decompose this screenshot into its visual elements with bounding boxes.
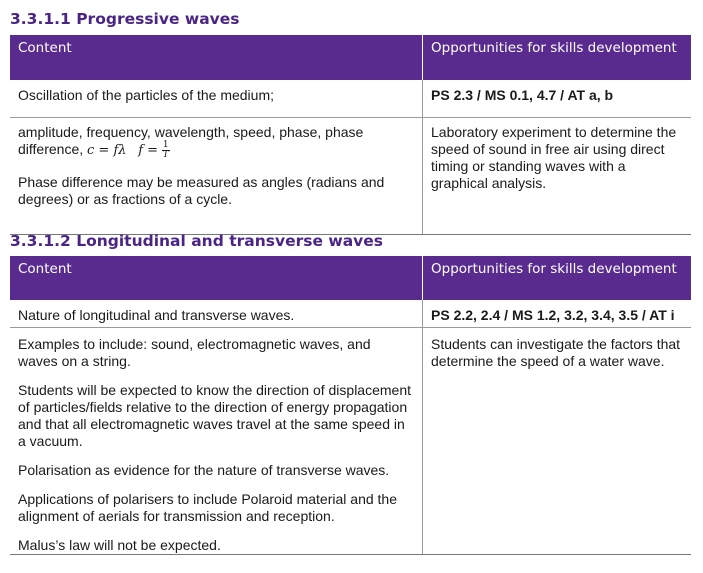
content-paragraph: Oscillation of the particles of the medium; [18,87,275,103]
content-paragraph: Applications of polarisers to include Polaroid material and the alignment of aerials for transmission and reception. [18,491,397,524]
skills-ref-cell [423,300,692,328]
table-row [10,300,691,328]
header-skills: Opportunities for skills development [423,256,692,300]
content-paragraph: Nature of longitudinal and transverse waves. [18,307,295,323]
content-cell [10,328,423,555]
content-paragraph: Examples to include: sound, electromagnetic waves, and waves on a string. [18,336,371,369]
period-fraction [162,141,170,160]
section-progressive-waves [10,9,691,235]
table-row [10,328,691,555]
fraction-numerator: 1 [162,140,169,150]
spec-table [10,35,691,235]
skills-text: Laboratory experiment to determine the speed of sound in free air using direct timing or standing waves with a graphical analysis. [431,124,677,191]
fraction-denominator: T [162,150,169,160]
spec-table [10,256,691,555]
table-row [10,80,691,118]
content-paragraph: Polarisation as evidence for the nature of transverse waves. [18,462,390,478]
wave-equation-formula: c = fλ [87,143,127,159]
content-text: amplitude, frequency, wavelength, speed, phase, phase difference, [18,124,364,158]
header-content: Content [10,256,423,300]
content-paragraph [18,124,388,160]
skills-text: Students can investigate the factors that determine the speed of a water wave. [431,336,681,369]
section-longitudinal-transverse-waves [10,231,691,555]
content-paragraph: Phase difference may be measured as angles (radians and degrees) or as fractions of a cycle. [18,174,385,207]
content-cell [10,80,423,118]
skills-text-cell [423,118,692,235]
table-row [10,118,691,235]
frequency-formula-lhs: f = [138,143,159,159]
table-header-row [10,256,691,300]
section-title: 3.3.1.1 Progressive waves [10,10,240,28]
header-skills: Opportunities for skills development [423,35,692,80]
content-cell [10,118,423,235]
skills-ref-cell [423,80,692,118]
content-paragraph: Malus’s law will not be expected. [18,537,221,553]
content-paragraph: Students will be expected to know the direction of displacement of particles/fields relative to the direction of energy propagation and that all electromagnetic waves travel at the same speed in a vacuum. [18,382,412,449]
header-content: Content [10,35,423,80]
skills-reference: PS 2.2, 2.4 / MS 1.2, 3.2, 3.4, 3.5 / AT i [431,307,675,323]
skills-reference: PS 2.3 / MS 0.1, 4.7 / AT a, b [431,87,614,103]
section-title: 3.3.1.2 Longitudinal and transverse waves [10,232,383,250]
skills-text-cell [423,328,692,555]
table-header-row [10,35,691,80]
content-cell [10,300,423,328]
